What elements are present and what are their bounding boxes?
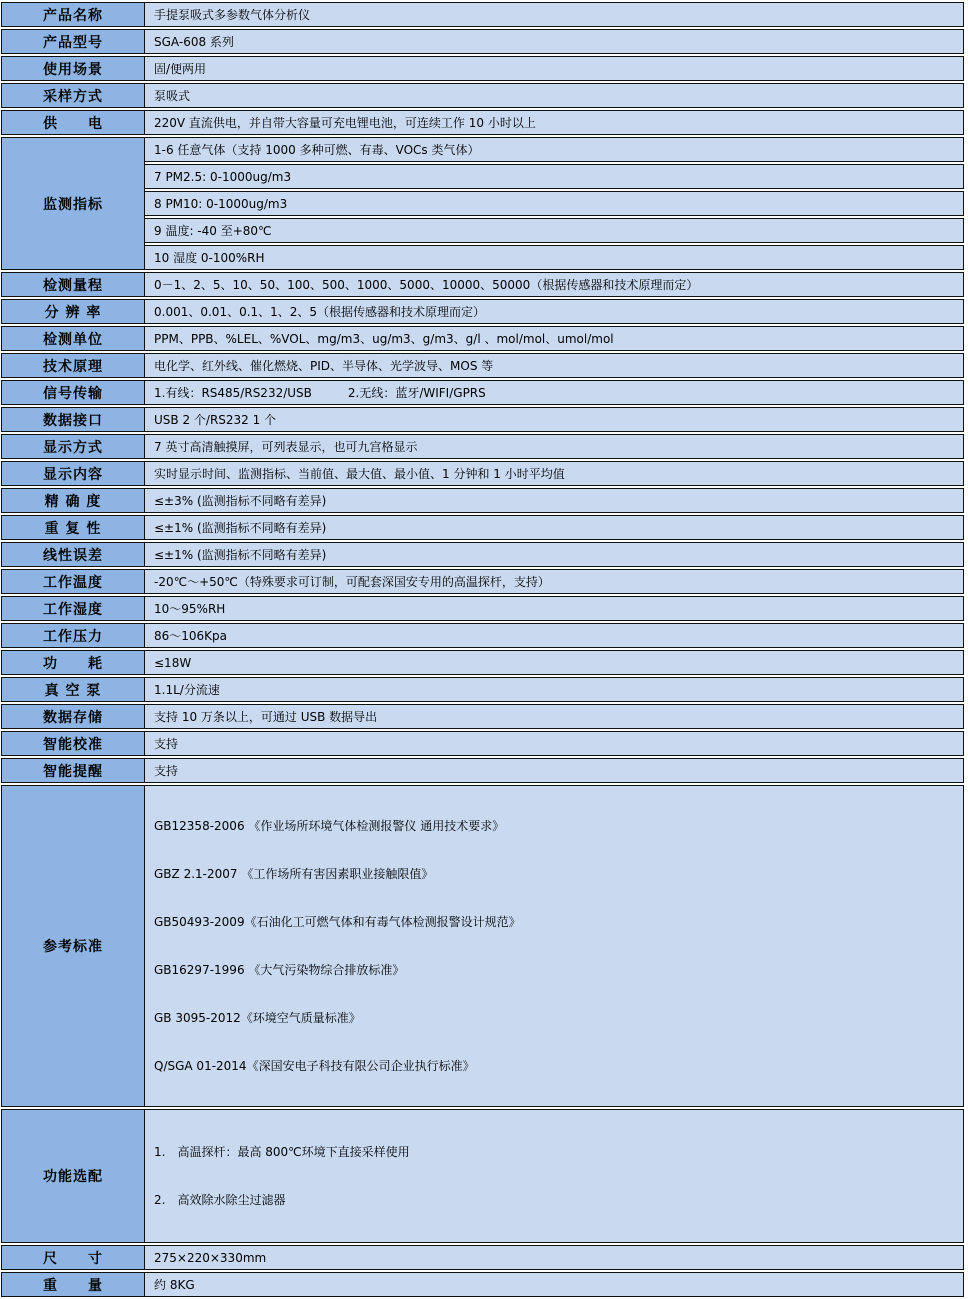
row-label: 真 空 泵 (1, 677, 145, 702)
row-smart-calibration (1, 731, 964, 756)
row-value: 0.001、0.01、0.1、1、2、5（根据传感器和技术原理而定） (145, 299, 964, 324)
row-monitoring-indicators-sub (1, 245, 964, 270)
row-vacuum-pump (1, 677, 964, 702)
row-label: 显示方式 (1, 434, 145, 459)
row-value-sub: 10 湿度 0-100%RH (145, 245, 964, 270)
row-power-supply (1, 110, 964, 135)
row-value-multiline (145, 785, 964, 1107)
row-value-sub: 1-6 任意气体（支持 1000 多种可燃、有毒、VOCs 类气体） (145, 137, 964, 162)
row-label: 分 辨 率 (1, 299, 145, 324)
row-label: 产品型号 (1, 29, 145, 54)
row-label: 监测指标 (1, 137, 145, 270)
row-value: -20℃～+50℃（特殊要求可订制，可配套深国安专用的高温探杆，支持） (145, 569, 964, 594)
option-line: 1. 高温探杆：最高 800℃环境下直接采样使用 (154, 1145, 410, 1159)
row-value: 220V 直流供电，并自带大容量可充电锂电池，可连续工作 10 小时以上 (145, 110, 964, 135)
standard-line: GB 3095-2012《环境空气质量标准》 (154, 1011, 361, 1025)
row-value: 支持 10 万条以上，可通过 USB 数据导出 (145, 704, 964, 729)
row-label: 智能提醒 (1, 758, 145, 783)
row-value: 实时显示时间、监测指标、当前值、最大值、最小值、1 分钟和 1 小时平均值 (145, 461, 964, 486)
row-label: 检测量程 (1, 272, 145, 297)
row-value: PPM、PPB、%LEL、%VOL、mg/m3、ug/m3、g/m3、g/l 、mol/mol、umol/mol (145, 326, 964, 351)
row-value: 支持 (145, 731, 964, 756)
row-value: 0－1、2、5、10、50、100、500、1000、5000、10000、50000（根据传感器和技术原理而定） (145, 272, 964, 297)
row-signal-transmission (1, 380, 964, 405)
standard-line: GBZ 2.1-2007 《工作场所有害因素职业接触限值》 (154, 867, 434, 881)
row-product-model (1, 29, 964, 54)
row-linearity-error (1, 542, 964, 567)
row-value-sub: 7 PM2.5: 0-1000ug/m3 (145, 164, 964, 189)
product-spec-table (1, 0, 964, 1299)
row-label: 数据存储 (1, 704, 145, 729)
row-resolution (1, 299, 964, 324)
row-label: 工作温度 (1, 569, 145, 594)
row-working-temperature (1, 569, 964, 594)
standard-line: GB16297-1996 《大气污染物综合排放标准》 (154, 963, 405, 977)
row-label: 线性误差 (1, 542, 145, 567)
row-label: 工作湿度 (1, 596, 145, 621)
row-value: 275×220×330mm (145, 1245, 964, 1270)
row-value-sub: 9 温度: -40 至+80℃ (145, 218, 964, 243)
row-monitoring-indicators-sub (1, 164, 964, 189)
row-repeatability (1, 515, 964, 540)
row-monitoring-indicators-sub (1, 191, 964, 216)
row-dimensions (1, 1245, 964, 1270)
row-value: 泵吸式 (145, 83, 964, 108)
row-optional-functions (1, 1109, 964, 1243)
row-label: 信号传输 (1, 380, 145, 405)
row-data-interface (1, 407, 964, 432)
row-label: 工作压力 (1, 623, 145, 648)
row-label: 采样方式 (1, 83, 145, 108)
option-line: 2. 高效除水除尘过滤器 (154, 1193, 286, 1207)
row-label: 技术原理 (1, 353, 145, 378)
row-label: 显示内容 (1, 461, 145, 486)
row-reference-standards (1, 785, 964, 1107)
row-label: 重 量 (1, 1272, 145, 1297)
row-label: 数据接口 (1, 407, 145, 432)
row-display-content (1, 461, 964, 486)
row-value: ≤±3% (监测指标不同略有差异) (145, 488, 964, 513)
row-value: 支持 (145, 758, 964, 783)
row-value: 10～95%RH (145, 596, 964, 621)
row-value: 7 英寸高清触摸屏，可列表显示，也可九宫格显示 (145, 434, 964, 459)
row-data-storage (1, 704, 964, 729)
row-label: 检测单位 (1, 326, 145, 351)
row-value: 1.1L/分流速 (145, 677, 964, 702)
row-value: 固/便两用 (145, 56, 964, 81)
standard-line: GB12358-2006 《作业场所环境气体检测报警仪 通用技术要求》 (154, 819, 505, 833)
row-label: 重 复 性 (1, 515, 145, 540)
row-display-mode (1, 434, 964, 459)
row-value: USB 2 个/RS232 1 个 (145, 407, 964, 432)
row-value: 86～106Kpa (145, 623, 964, 648)
row-value: ≤±1% (监测指标不同略有差异) (145, 515, 964, 540)
row-label: 尺 寸 (1, 1245, 145, 1270)
row-label: 供 电 (1, 110, 145, 135)
row-sampling-method (1, 83, 964, 108)
row-product-name (1, 2, 964, 27)
row-value: ≤±1% (监测指标不同略有差异) (145, 542, 964, 567)
row-monitoring-indicators (1, 137, 964, 162)
row-value: SGA-608 系列 (145, 29, 964, 54)
row-weight (1, 1272, 964, 1297)
row-label: 功 耗 (1, 650, 145, 675)
row-working-humidity (1, 596, 964, 621)
standard-line: Q/SGA 01-2014《深国安电子科技有限公司企业执行标准》 (154, 1059, 475, 1073)
row-value-sub: 8 PM10: 0-1000ug/m3 (145, 191, 964, 216)
row-value: ≤18W (145, 650, 964, 675)
row-usage-scene (1, 56, 964, 81)
row-value: 电化学、红外线、催化燃烧、PID、半导体、光学波导、MOS 等 (145, 353, 964, 378)
row-detection-range (1, 272, 964, 297)
row-accuracy (1, 488, 964, 513)
row-label: 参考标准 (1, 785, 145, 1107)
row-monitoring-indicators-sub (1, 218, 964, 243)
row-value: 1.有线：RS485/RS232/USB 2.无线：蓝牙/WIFI/GPRS (145, 380, 964, 405)
row-detection-unit (1, 326, 964, 351)
row-working-pressure (1, 623, 964, 648)
row-label: 精 确 度 (1, 488, 145, 513)
row-value-multiline (145, 1109, 964, 1243)
row-label: 功能选配 (1, 1109, 145, 1243)
spec-table-body (1, 2, 964, 1297)
row-label: 产品名称 (1, 2, 145, 27)
row-value: 手提泵吸式多参数气体分析仪 (145, 2, 964, 27)
row-label: 智能校准 (1, 731, 145, 756)
row-value: 约 8KG (145, 1272, 964, 1297)
row-technical-principle (1, 353, 964, 378)
row-smart-reminder (1, 758, 964, 783)
standard-line: GB50493-2009《石油化工可燃气体和有毒气体检测报警设计规范》 (154, 915, 521, 929)
row-label: 使用场景 (1, 56, 145, 81)
row-power-consumption (1, 650, 964, 675)
